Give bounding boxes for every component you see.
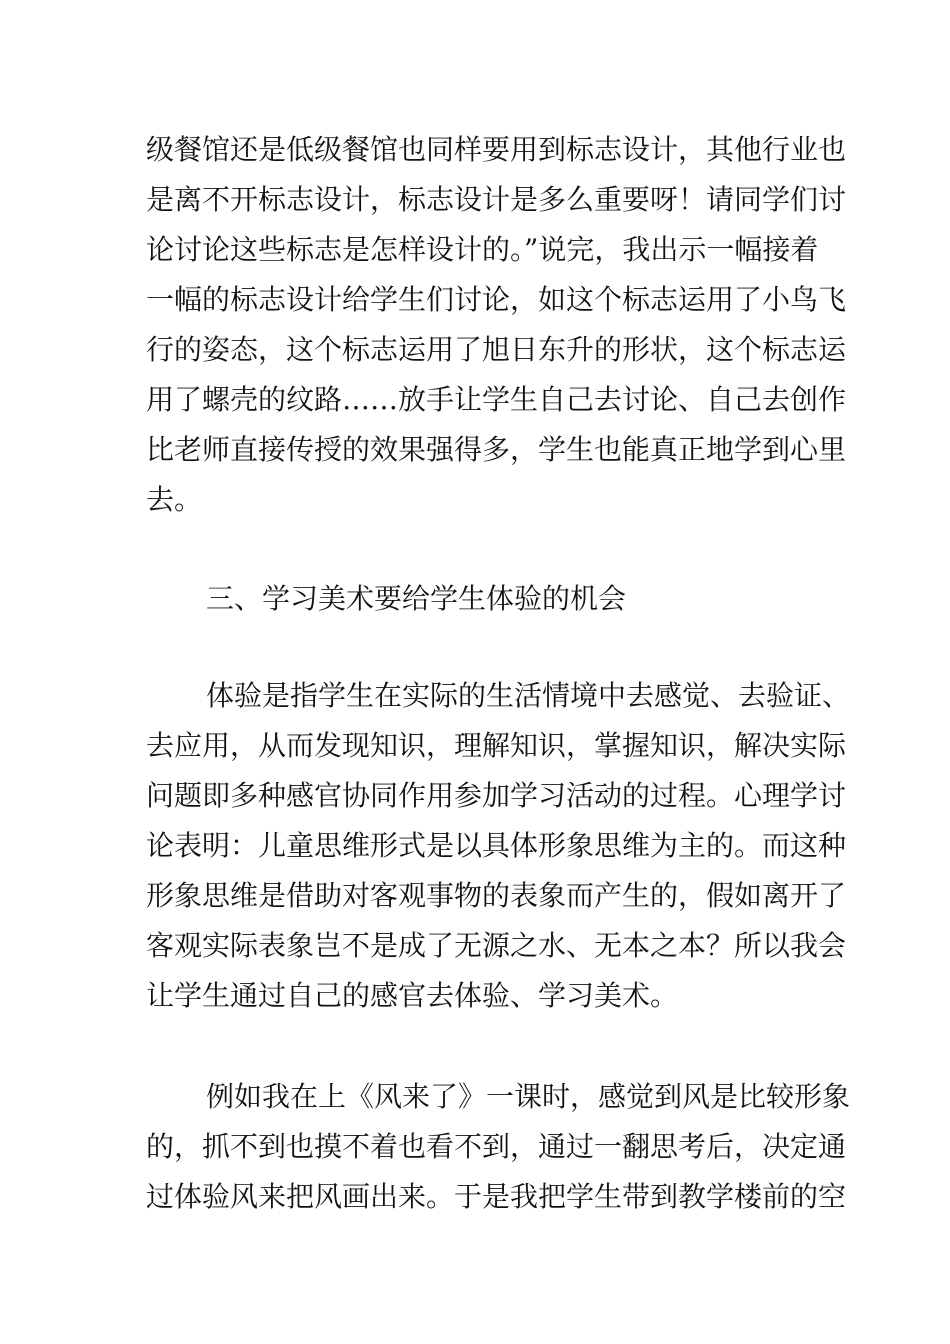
text-line: 形象思维是借助对客观事物的表象而产生的，假如离开了 <box>146 879 847 912</box>
section-heading-text: 三、学习美术要给学生体验的机会 <box>206 582 627 615</box>
text-line: 的，抓不到也摸不着也看不到，通过一翻思考后，决定通 <box>146 1130 847 1163</box>
text-line: 客观实际表象岂不是成了无源之水、无本之本？所以我会 <box>146 929 847 962</box>
text-line: 问题即多种感官协同作用参加学习活动的过程。心理学讨 <box>146 779 847 812</box>
text-line: 让学生通过自己的感官去体验、学习美术。 <box>146 979 679 1012</box>
section-heading <box>146 574 806 624</box>
text-line: 比老师直接传授的效果强得多，学生也能真正地学到心里 <box>146 433 847 466</box>
text-line: 用了螺壳的纹路……放手让学生自己去讨论、自己去创作 <box>146 383 847 416</box>
paragraph-experience <box>146 671 851 1021</box>
text-line: 一幅的标志设计给学生们讨论，如这个标志运用了小鸟飞 <box>146 283 847 316</box>
text-line: 论表明：儿童思维形式是以具体形象思维为主的。而这种 <box>146 829 847 862</box>
text-line: 去应用，从而发现知识，理解知识，掌握知识，解决实际 <box>146 729 847 762</box>
paragraph-logo-design <box>146 125 847 525</box>
text-line: 例如我在上《风来了》一课时，感觉到风是比较形象 <box>206 1080 851 1113</box>
text-line: 论讨论这些标志是怎样设计的。”说完，我出示一幅接着 <box>146 233 819 266</box>
text-line: 是离不开标志设计，标志设计是多么重要呀！请同学们讨 <box>146 183 847 216</box>
text-line: 过体验风来把风画出来。于是我把学生带到教学楼前的空 <box>146 1180 847 1213</box>
text-line: 体验是指学生在实际的生活情境中去感觉、去验证、 <box>206 679 851 712</box>
text-line: 级餐馆还是低级餐馆也同样要用到标志设计，其他行业也 <box>146 133 847 166</box>
text-line: 去。 <box>146 483 203 516</box>
paragraph-example <box>146 1072 851 1222</box>
text-line: 行的姿态，这个标志运用了旭日东升的形状，这个标志运 <box>146 333 847 366</box>
